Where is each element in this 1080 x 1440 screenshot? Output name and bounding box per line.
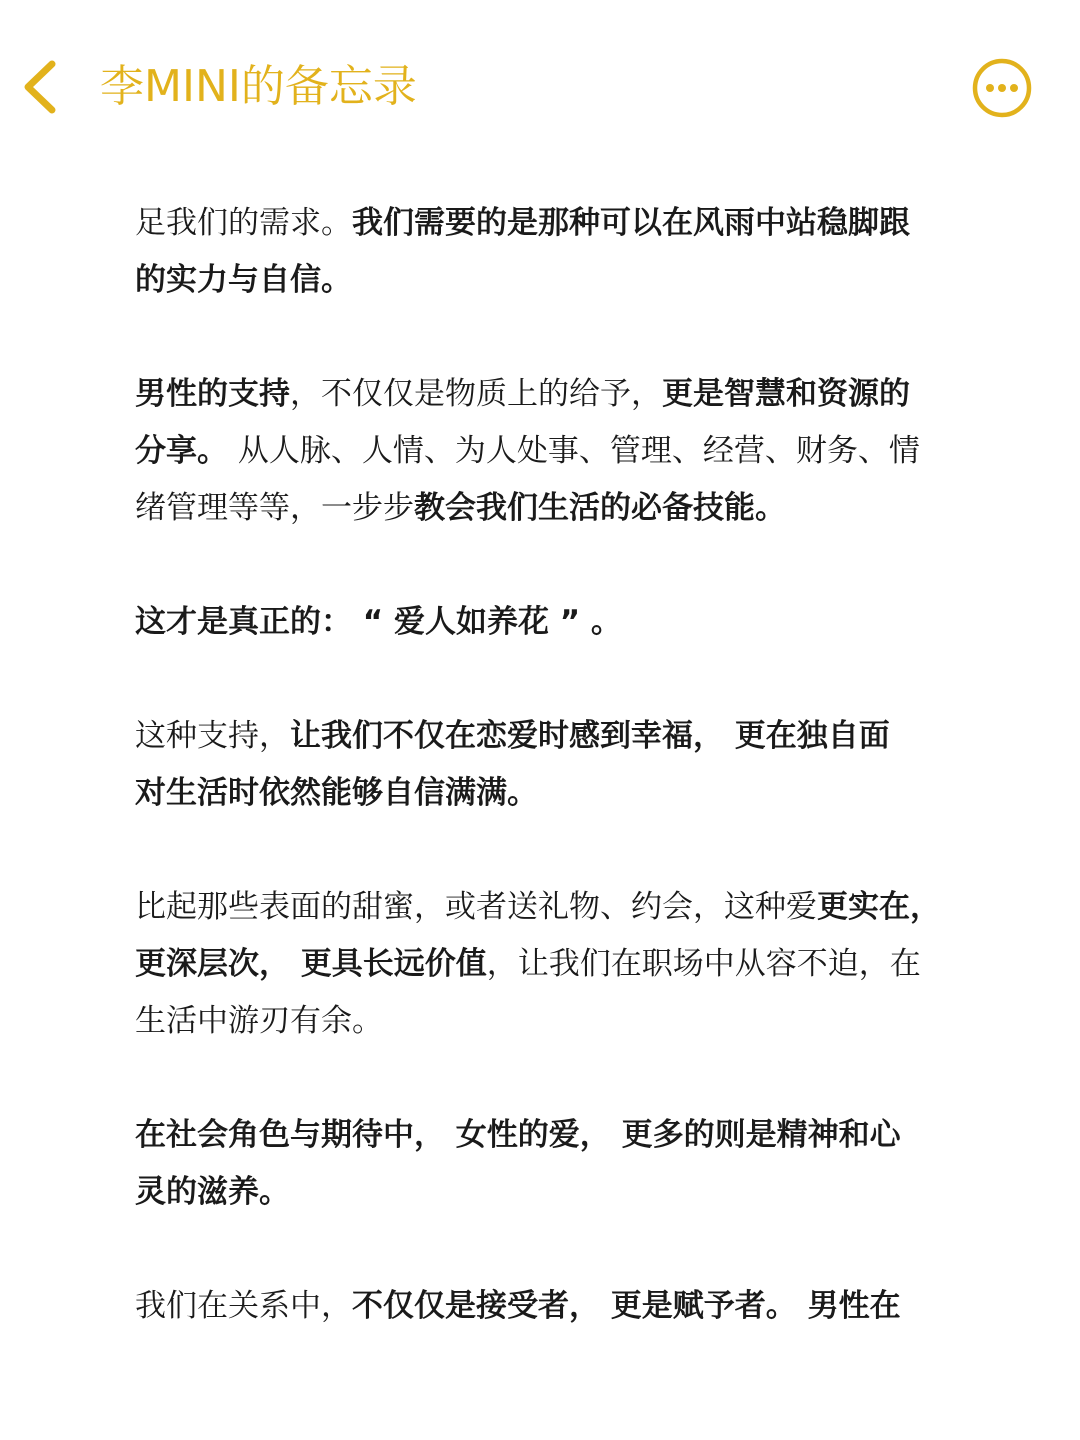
note-line [135,1107,985,1164]
note-line [135,594,985,651]
regular-text: 生活中游刃有余。 [135,1003,383,1039]
bold-text: 这才是真正的： “ 爱人如养花 ” 。 [135,604,622,640]
bold-text: 我们需要的是那种可以在风雨中站稳脚跟 [352,205,910,241]
bold-text: 对生活时依然能够自信满满。 [135,775,538,811]
bold-text: 教会我们生活的必备技能。 [414,490,786,526]
bold-text: 让我们不仅在恋爱时感到幸福， 更在独自面 [290,718,890,754]
regular-text: 这种支持， [135,718,290,754]
note-line [135,1278,985,1335]
top-bar [0,0,1080,175]
note-line [135,708,985,765]
note-line [135,1164,985,1221]
regular-text: 足我们的需求。 [135,205,352,241]
note-line [135,993,985,1050]
note-paragraph [135,1107,985,1221]
note-body[interactable] [135,195,985,1392]
bold-text: 男性的支持 [135,376,290,412]
regular-text: ，让我们在职场中从容不迫，在 [486,946,921,982]
more-horizontal-circle-icon [970,56,1034,120]
regular-text: ，不仅仅是物质上的给予， [290,376,662,412]
bold-text: 更实在， [817,889,941,925]
note-line [135,423,985,480]
note-paragraph [135,879,985,1050]
note-line [135,936,985,993]
note-paragraph [135,195,985,309]
note-line [135,366,985,423]
more-options-button[interactable] [970,56,1034,120]
bold-text: 不仅仅是接受者， 更是赋予者。 男性在 [352,1288,901,1324]
regular-text: 比起那些表面的甜蜜，或者送礼物、约会，这种爱 [135,889,817,925]
regular-text: 绪管理等等，一步步 [135,490,414,526]
note-line [135,765,985,822]
bold-text: 的实力与自信。 [135,262,352,298]
bold-text: 在社会角色与期待中， 女性的爱， 更多的则是精神和心 [135,1117,901,1153]
bold-text: 更深层次， 更具长远价值 [135,946,487,982]
note-paragraph [135,1278,985,1335]
note-line [135,879,985,936]
note-line [135,252,985,309]
bold-text: 分享。 [135,433,228,469]
note-paragraph [135,708,985,822]
page-title: 李MINI的备忘录 [100,61,417,112]
bold-text: 更是智慧和资源的 [662,376,910,412]
regular-text: 从人脉、人情、为人处事、管理、经营、财务、情 [228,433,920,469]
note-paragraph [135,366,985,537]
back-button[interactable] [14,56,70,118]
note-line [135,195,985,252]
note-line [135,480,985,537]
note-paragraph [135,594,985,651]
regular-text: 我们在关系中， [135,1288,352,1324]
chevron-left-icon [14,56,70,118]
bold-text: 灵的滋养。 [135,1174,290,1210]
